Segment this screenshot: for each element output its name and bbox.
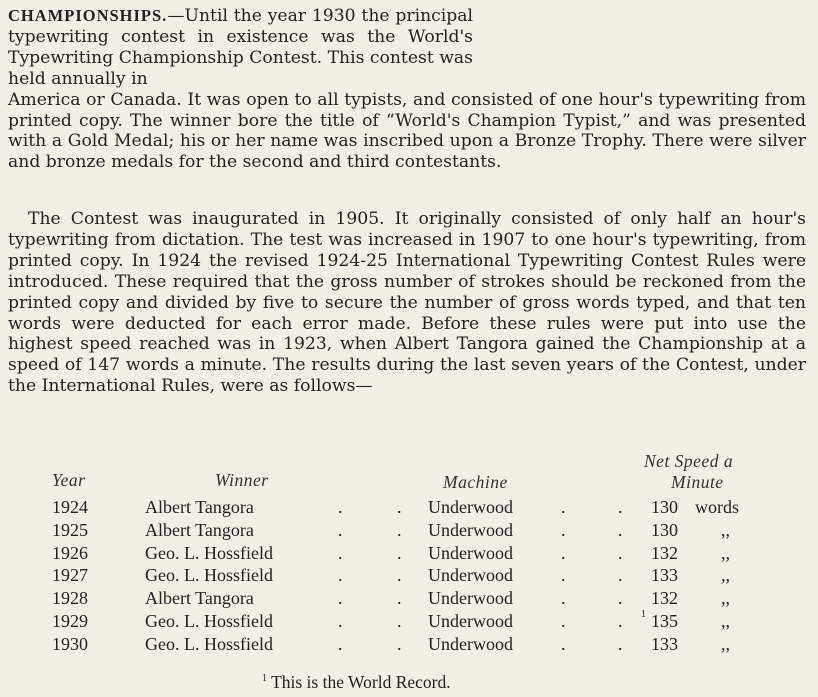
cell-winner: Geo. L. Hossfield	[145, 542, 273, 563]
header-speed-line2: Minute	[671, 472, 724, 492]
leader-dot: .	[561, 633, 566, 654]
leader-dot: .	[561, 497, 566, 517]
cell-machine: Underwood	[428, 611, 513, 631]
cell-machine: Underwood	[428, 497, 513, 517]
cell-speed: 130	[651, 497, 678, 517]
cell-year: 1925	[52, 519, 88, 540]
cell-year: 1929	[52, 611, 88, 631]
section-heading: CHAMPIONSHIPS.	[8, 6, 168, 25]
header-speed-line1: Net Speed a	[644, 451, 734, 471]
leader-dot: .	[561, 611, 566, 631]
leader-dot: .	[618, 519, 623, 540]
cell-year: 1924	[52, 497, 88, 517]
cell-winner: Albert Tangora	[145, 519, 254, 540]
leader-dot: .	[338, 633, 343, 654]
cell-unit: words	[695, 497, 739, 517]
ditto-mark: ,,	[721, 611, 730, 631]
cell-speed: 130	[651, 519, 678, 540]
leader-dot: .	[618, 542, 623, 563]
header-winner: Winner	[215, 470, 269, 490]
cell-speed: 133	[651, 565, 678, 586]
leader-dot: .	[618, 497, 623, 517]
cell-year: 1926	[52, 542, 88, 563]
cell-winner: Geo. L. Hossfield	[145, 611, 273, 631]
leader-dot: .	[561, 588, 566, 609]
leader-dot: .	[338, 497, 343, 517]
cell-machine: Underwood	[428, 588, 513, 609]
cell-speed: 132	[651, 542, 678, 563]
cell-winner: Albert Tangora	[145, 588, 254, 609]
leader-dot: .	[338, 519, 343, 540]
leader-dot: .	[338, 611, 343, 631]
record-mark: 1	[641, 609, 646, 620]
leader-dot: .	[397, 588, 402, 609]
text-line: Contest. This contest was held annually in	[8, 47, 473, 89]
footnote-mark: 1	[262, 673, 267, 685]
leader-dot: .	[338, 542, 343, 563]
leader-dot: .	[397, 497, 402, 517]
leader-dot: .	[618, 633, 623, 654]
ditto-mark: ,,	[721, 565, 730, 586]
leader-dot: .	[561, 519, 566, 540]
cell-year: 1928	[52, 588, 88, 609]
cell-winner: Geo. L. Hossfield	[145, 633, 273, 654]
cell-winner: Albert Tangora	[145, 497, 254, 517]
leader-dot: .	[618, 611, 623, 631]
footnote-text: This is the World Record.	[271, 672, 451, 692]
text-line: was the World's Typewriting Championship	[8, 26, 473, 68]
leader-dot: .	[338, 565, 343, 586]
cell-speed: 135	[651, 611, 678, 631]
cell-year: 1930	[52, 633, 88, 654]
cell-speed: 132	[651, 588, 678, 609]
ditto-mark: ,,	[721, 588, 730, 609]
leader-dot: .	[397, 542, 402, 563]
paragraph-body: America or Canada. It was open to all typists, and consisted of one hour's typewriting from printed copy. The winner bore the title of “World's Champion Typist,” and was presented with a Gold Medal; his or her name was inscribed upon a Bronze Trophy. There were silver and bronze medals for the second and third contestants.	[8, 89, 806, 173]
cell-machine: Underwood	[428, 542, 513, 563]
ditto-mark: ,,	[721, 633, 730, 654]
ditto-mark: ,,	[721, 519, 730, 540]
cell-winner: Geo. L. Hossfield	[145, 565, 273, 586]
header-machine: Machine	[443, 472, 508, 492]
leader-dot: .	[397, 611, 402, 631]
leader-dot: .	[561, 542, 566, 563]
text-line: the principal typewriting contest in existence	[8, 6, 474, 47]
cell-speed: 133	[651, 633, 678, 654]
leader-dot: .	[338, 588, 343, 609]
leader-dot: .	[618, 588, 623, 609]
cell-machine: Underwood	[428, 633, 513, 654]
leader-dot: .	[397, 633, 402, 654]
leader-dot: .	[397, 519, 402, 540]
text-line: —Until the year 1930	[167, 6, 356, 26]
footnote	[262, 672, 451, 693]
cell-year: 1927	[52, 565, 88, 586]
header-year: Year	[52, 470, 86, 490]
paragraph-contest-history: The Contest was inaugurated in 1905. It originally consisted of only half an hour's typewriting from dictation. The test was increased in 1907 to one hour's typewriting, from printed copy. In 1924 the revised 1924-25 International Typewriting Contest Rules were introduced. These required that the gross number of strokes should be reckoned from the printed copy and divided by five to secure the number of gross words typed, and that ten words were deducted for each error made. Before these rules were put into use the highest speed reached was in 1923, when Albert Tangora gained the Championship at a speed of 147 words a minute. The results during the last seven years of the Contest, under the International Rules, were as follows—	[8, 209, 806, 397]
leader-dot: .	[618, 565, 623, 586]
leader-dot: .	[397, 565, 402, 586]
ditto-mark: ,,	[721, 542, 730, 563]
cell-machine: Underwood	[428, 565, 513, 586]
leader-dot: .	[561, 565, 566, 586]
cell-machine: Underwood	[428, 519, 513, 540]
